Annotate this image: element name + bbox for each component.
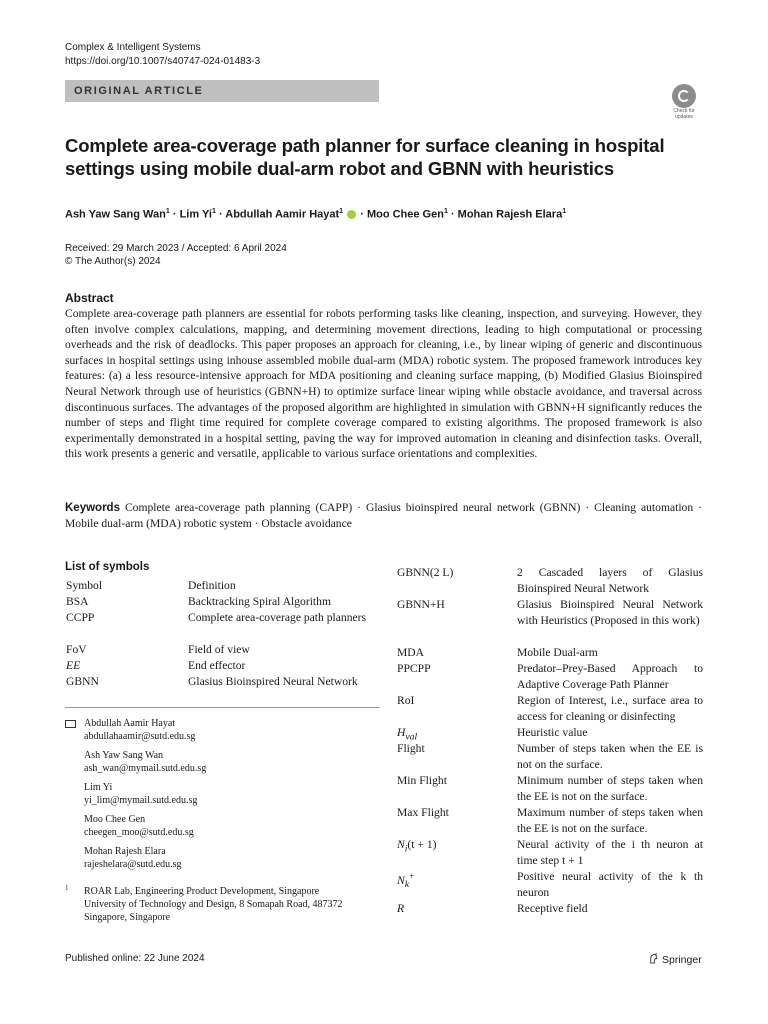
symbol-term: GBNN(2 L)	[397, 566, 454, 579]
symbol-term: PPCPP	[397, 662, 431, 675]
author-affiliation-mark: 1	[165, 208, 170, 215]
symbol-definition: Receptive field	[517, 902, 588, 915]
keywords-text: Complete area-coverage path planning (CAPP) · Glasius bioinspired neural network (GBNN) · Cleaning automation · Mobile dual-arm (MDA) robotic system · Obstacle avoidance	[65, 501, 702, 530]
contact-email[interactable]: yi_lim@mymail.sutd.edu.sg	[84, 794, 198, 806]
symbol-term: Max Flight	[397, 806, 449, 819]
keywords-label: Keywords	[65, 502, 120, 514]
contact-name: Lim Yi	[84, 782, 113, 793]
article-type-band: ORIGINAL ARTICLE	[65, 80, 379, 102]
contact-email[interactable]: ash_wan@mymail.sutd.edu.sg	[84, 762, 207, 774]
symbol-definition: Glasius Bioinspired Neural Network	[188, 675, 358, 688]
copyright-line: © The Author(s) 2024	[65, 256, 161, 267]
author-separator: ·	[450, 208, 455, 221]
author-name: Abdullah Aamir Hayat	[225, 208, 340, 221]
symbol-definition: Field of view	[188, 643, 250, 656]
paper-title: Complete area-coverage path planner for surface cleaning in hospital settings using mobile dual-arm robot and GBNN with heuristics	[65, 135, 665, 179]
journal-name: Complex & Intelligent Systems	[65, 42, 201, 53]
doi-link[interactable]: https://doi.org/10.1007/s40747-024-01483-3	[65, 56, 261, 67]
check-for-updates-badge[interactable]	[664, 84, 704, 124]
symbols-left-column	[66, 578, 386, 698]
symbol-term: R	[397, 902, 405, 915]
symbol-term: Symbol	[66, 579, 103, 592]
author-affiliation-mark: 1	[211, 208, 216, 215]
symbol-term: RoI	[397, 694, 415, 707]
author-separator: ·	[360, 208, 364, 221]
contact-email[interactable]: abdullahaamir@sutd.edu.sg	[84, 730, 196, 742]
author-name: Moo Chee Gen	[366, 208, 444, 221]
symbol-definition: Number of steps taken when the EE is not on the surface.	[517, 742, 703, 771]
symbol-definition: Predator–Prey-Based Approach to Adaptive Coverage Path Planner	[517, 662, 703, 691]
contact-name: Ash Yaw Sang Wan	[84, 750, 164, 761]
published-online-date: Published online: 22 June 2024	[65, 953, 205, 964]
symbol-definition: Minimum number of steps taken when the EE is not on the surface.	[517, 774, 703, 803]
author-name: Ash Yaw Sang Wan	[65, 208, 166, 221]
symbol-definition: Definition	[188, 579, 236, 592]
symbol-term: CCPP	[66, 611, 95, 624]
symbol-definition: Complete area-coverage path planners	[188, 611, 367, 624]
symbol-definition: Maximum number of steps taken when the EE is not on the surface.	[517, 806, 703, 835]
symbol-definition: Backtracking Spiral Algorithm	[188, 595, 331, 608]
author-affiliation-mark: 1	[443, 208, 448, 215]
contact-email[interactable]: cheegen_moo@sutd.edu.sg	[84, 826, 194, 838]
symbol-definition: Region of Interest, i.e., surface area to access for cleaning or disinfecting	[517, 694, 703, 723]
publisher-logo	[648, 953, 702, 966]
envelope-icon	[65, 720, 76, 728]
publisher-name: Springer	[662, 954, 702, 966]
abstract-heading: Abstract	[65, 291, 114, 305]
symbol-definition: Positive neural activity of the k th neuron	[517, 870, 703, 899]
symbol-term: EE	[66, 659, 81, 672]
symbol-term: $N_k^+$	[397, 871, 415, 891]
contact-name: Mohan Rajesh Elara	[84, 846, 166, 857]
symbol-definition: Glasius Bioinspired Neural Network with Heuristics (Proposed in this work)	[517, 598, 703, 627]
orcid-icon[interactable]	[347, 210, 356, 219]
symbol-term: $N_i(t + 1)$	[397, 838, 437, 855]
footnote-divider	[65, 707, 380, 708]
symbol-term: FoV	[66, 643, 87, 656]
symbol-term: $H_{val}$	[397, 726, 418, 743]
contact-name: Abdullah Aamir Hayat	[84, 718, 176, 729]
contact-email[interactable]: rajeshelara@sutd.edu.sg	[84, 858, 182, 870]
contact-entry	[84, 750, 206, 775]
symbol-term: Flight	[397, 742, 425, 755]
contact-entry	[84, 782, 197, 807]
author-affiliation-mark: 1	[339, 208, 344, 215]
symbol-definition: Neural activity of the i th neuron at time step t + 1	[517, 838, 703, 867]
affiliation-text: ROAR Lab, Engineering Product Development, Singapore University of Technology and Design, 8 Somapah Road, 487372 Singapore, Singapore	[84, 886, 343, 923]
author-separator: ·	[218, 208, 223, 221]
contact-name: Moo Chee Gen	[84, 814, 146, 825]
springer-horse-icon	[648, 953, 659, 964]
symbol-term: Min Flight	[397, 774, 447, 787]
author-separator: ·	[172, 208, 177, 221]
contact-entry	[84, 718, 195, 743]
check-updates-label: Check for updates	[673, 108, 695, 120]
received-accepted-dates: Received: 29 March 2023 / Accepted: 6 April 2024	[65, 243, 287, 254]
symbol-term: BSA	[66, 595, 89, 608]
symbol-definition: End effector	[188, 659, 246, 672]
affiliation-number: 1	[65, 884, 69, 892]
contact-entry	[84, 814, 194, 839]
keywords	[65, 500, 702, 532]
author-name: Lim Yi	[179, 208, 212, 221]
symbols-heading: List of symbols	[65, 561, 150, 573]
symbol-definition: Mobile Dual-arm	[517, 646, 598, 659]
author-affiliation-mark: 1	[562, 208, 567, 215]
symbol-definition: 2 Cascaded layers of Glasius Bioinspired Neural Network	[517, 566, 703, 595]
symbols-right-column	[397, 565, 707, 925]
abstract-text: Complete area-coverage path planners are essential for robots performing tasks like cleaning, inspection, and surveying. However, they often involve complex calculations, mapping, and determining movement directions, leading to high computational or processing overheads and the risk of deadlocks. This paper proposes an approach for cleaning, i.e., by linear wiping of generic and discontinuous surfaces in hospital settings using inhouse assembled mobile dual-arm (MDA) robotic system. The proposed framework introduces key features: (a) a less resource-intensive approach for MDA positioning and cleaning surface mapping, (b) Modified Glasius Bioinspired Neural Network through use of heuristics (GBNN+H) to optimize surface linear wiping while obstacle avoidance, and traversal across discontinuous surfaces. The advantages of the proposed algorithm are highlighted in simulation with GBNN+H significantly reduces the number of steps and flight time required for complete coverage compared to existing algorithms. The proposed framework is also experimentally demonstrated in a hospital setting, paving the way for improved automation in cleaning and disinfection tasks. Overall, this work presents a generic and versatile, applicable to various surface orientations and complexities.	[65, 307, 702, 461]
symbol-term: GBNN+H	[397, 598, 445, 611]
symbol-definition: Heuristic value	[517, 726, 588, 739]
contact-entry	[84, 846, 182, 871]
symbol-term: MDA	[397, 646, 425, 659]
symbol-term: GBNN	[66, 675, 99, 688]
author-list	[65, 204, 566, 223]
author-name: Mohan Rajesh Elara	[457, 208, 563, 221]
check-updates-icon	[672, 84, 696, 108]
